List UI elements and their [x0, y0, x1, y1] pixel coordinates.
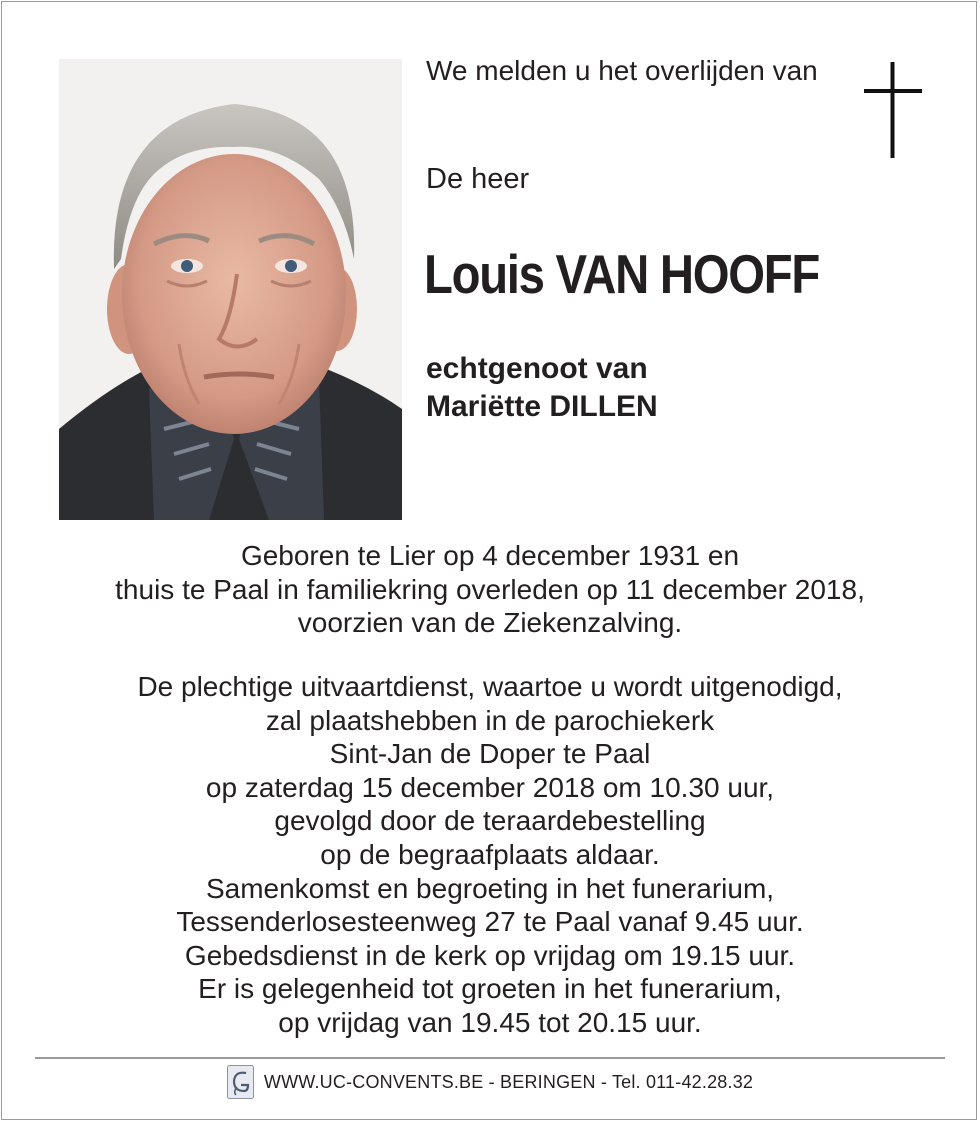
text-line: Gebedsdienst in de kerk op vrijdag om 19.15 uur. [184, 939, 796, 971]
text-line: op vrijdag van 19.45 tot 20.15 uur. [278, 1006, 702, 1038]
text-line: op de begraafplaats aldaar. [320, 838, 660, 870]
text-line: De plechtige uitvaartdienst, waartoe u wordt uitgenodigd, [137, 671, 843, 702]
spouse-name: Mariëtte DILLEN [426, 390, 658, 423]
text-line: gevolgd door de teraardebestelling [274, 805, 706, 837]
footer [0, 1064, 980, 1100]
cross-icon [864, 62, 922, 158]
funeral-service-paragraph [0, 670, 980, 1040]
text-line: zal plaatshebben in de parochiekerk [265, 704, 715, 736]
text-line: Geboren te Lier op 4 december 1931 en [240, 540, 740, 571]
text-line: Samenkomst en begroeting in het funerarium, [205, 872, 775, 904]
text-line: thuis te Paal in familiekring overleden op 11 december 2018, [115, 573, 865, 605]
footer-divider [35, 1057, 945, 1059]
text-line: Sint-Jan de Doper te Paal [329, 738, 651, 770]
intro-text: We melden u het overlijden van [426, 55, 818, 86]
text-line: Er is gelegenheid tot groeten in het funerarium, [198, 973, 782, 1005]
portrait-photo [59, 59, 402, 520]
uc-convents-logo-icon [227, 1065, 254, 1099]
honorific: De heer [426, 163, 530, 195]
deceased-name: Louis VAN HOOFF [424, 243, 819, 305]
birth-death-paragraph [0, 539, 980, 640]
text-line: voorzien van de Ziekenzalving. [297, 607, 683, 639]
text-line: op zaterdag 15 december 2018 om 10.30 uur, [205, 771, 775, 803]
spouse-block [426, 350, 658, 426]
spouse-label: echtgenoot van [426, 352, 648, 385]
text-line: Tessenderlosesteenweg 27 te Paal vanaf 9.45 uur. [176, 906, 804, 938]
footer-contact: WWW.UC-CONVENTS.BE - BERINGEN - Tel. 011-42.28.32 [263, 1072, 754, 1092]
